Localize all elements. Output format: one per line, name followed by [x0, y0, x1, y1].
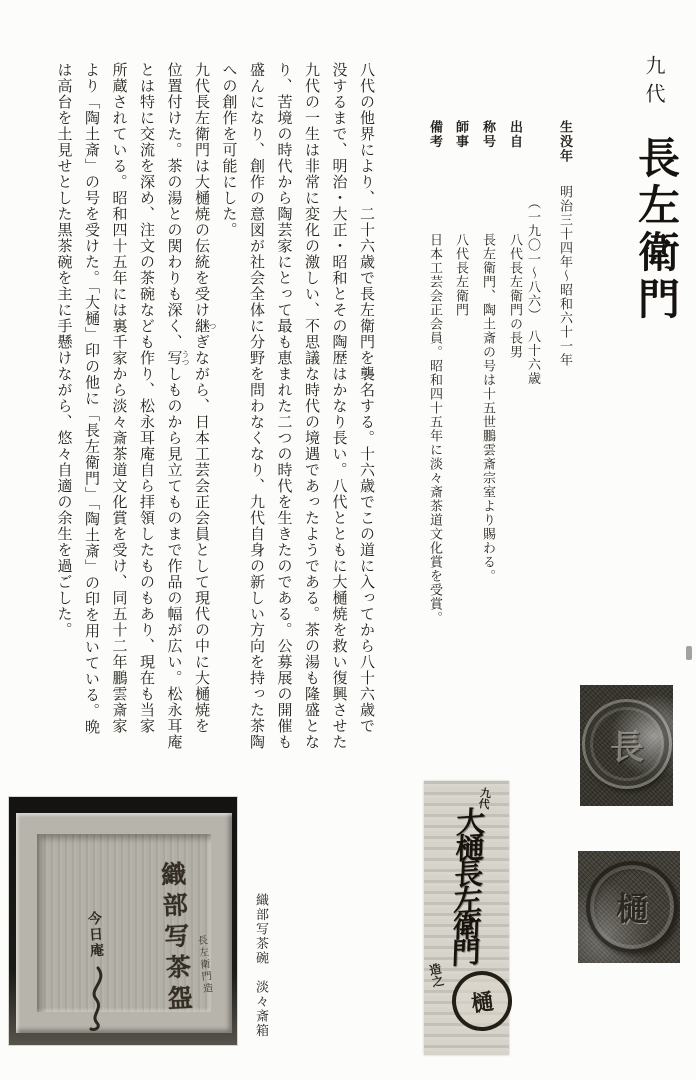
label-heading: 九代: [476, 786, 492, 810]
lid-signature: 今日庵: [85, 910, 104, 960]
profile-label-shogo: 称号: [481, 120, 496, 149]
page-title: 長左衛門: [632, 136, 678, 324]
body-column: 八代の他界により、二十六歳で長左衛門を襲名する。十六歳でこの道に入ってから八十六歳で: [358, 62, 374, 734]
kiln-seal-photo-top: [580, 685, 673, 806]
body-column: 九代長左衛門は大樋焼の伝統を受け継ぎながら、日本工芸会正会員として現代の中に大樋焼を: [193, 62, 209, 734]
body-column: より「陶土斎」の号を受けた。「大樋」印の他に「長左衛門」「陶土斎」の印を用いている。晩: [83, 62, 99, 735]
seal-character: 長: [610, 729, 644, 767]
profile-label-seibotsunen: 生没年: [558, 120, 573, 164]
label-side-note: 造之: [426, 961, 446, 989]
furigana: つ: [208, 322, 217, 330]
body-column: 位置付けた。茶の湯との関わりも深く、写しものから見立てものまで作品の幅が広い。松永耳庵: [165, 62, 182, 750]
profile-value-seibotsunen: 明治三十四年～昭和六十一年: [558, 185, 573, 367]
profile-value-shiji: 八代長左衛門: [454, 233, 469, 317]
profile-label-shiji: 師事: [454, 120, 469, 149]
lid-inscription: 織部写茶盌: [156, 860, 193, 1017]
body-column: 九代の一生は非常に変化の激しい、不思議な時代の境遇であったようである。茶の湯も隆盛とな: [303, 62, 319, 750]
box-label-photo: [424, 781, 509, 1055]
body-column: 盛んになり、創作の意図が社会全体に分野を問わなくなり、九代自身の新しい方向を持った茶陶: [248, 62, 264, 750]
body-column: 没するまで、明治・大正・昭和とその陶歴はかなり長い。八代とともに大樋焼を救い復興させた: [330, 62, 347, 750]
box-lid-photo: [8, 796, 238, 1046]
seal-ring: [586, 861, 678, 953]
generation-label: 九代: [642, 55, 664, 111]
wooden-lid: [16, 813, 232, 1033]
profile-value-shogo: 長左衛門、陶土斎の号は十五世鵬雲斎宗室より賜わる。: [481, 233, 496, 583]
furigana: うつ: [181, 350, 190, 366]
seal-ring: [582, 699, 672, 789]
body-column: とは特に交流を深め、注文の茶碗なども作り、松永耳庵自ら拝領したものもあり、現在も当家: [138, 62, 154, 734]
kiln-seal-photo-bottom: [578, 851, 680, 963]
body-column: 所蔵されている。昭和四十五年には裏千家から淡々斎茶道文化賞を受け、同五十二年鵬雲斎家: [110, 62, 127, 734]
profile-label-shutsuji: 出自: [508, 120, 523, 149]
label-seal-character: 樋: [469, 988, 495, 1016]
scan-artifact: [686, 646, 692, 660]
seal-character: 樋: [615, 891, 648, 927]
label-seal-stamp: [448, 967, 516, 1035]
profile-value-seibotsunen-cont: （一九〇一～八六） 八十六歳: [526, 196, 541, 386]
kao-flourish-icon: [82, 965, 112, 1035]
profile-value-shutsuji: 八代長左衛門の長男: [508, 233, 523, 359]
body-column: への創作を可能にした。: [220, 62, 237, 238]
body-column: は高台を土見せとした黒茶碗を主に手懸けながら、悠々自適の余生を過ごした。: [55, 62, 72, 638]
lid-attribution: 長左衛門造: [194, 934, 213, 996]
label-calligraphy: 大樋長左衛門: [447, 805, 485, 965]
body-column: り、苦境の時代から陶芸家にとって最も恵まれた二つの時代を生きたのである。公募展の開催も: [275, 62, 292, 750]
profile-value-biko: 日本工芸会正会員。昭和四十五年に淡々斎茶道文化賞を受賞。: [428, 233, 443, 625]
body-text: [47, 62, 379, 762]
profile-label-biko: 備考: [428, 120, 443, 149]
figure-caption: 織部写茶碗 淡々斎箱: [254, 893, 269, 1038]
